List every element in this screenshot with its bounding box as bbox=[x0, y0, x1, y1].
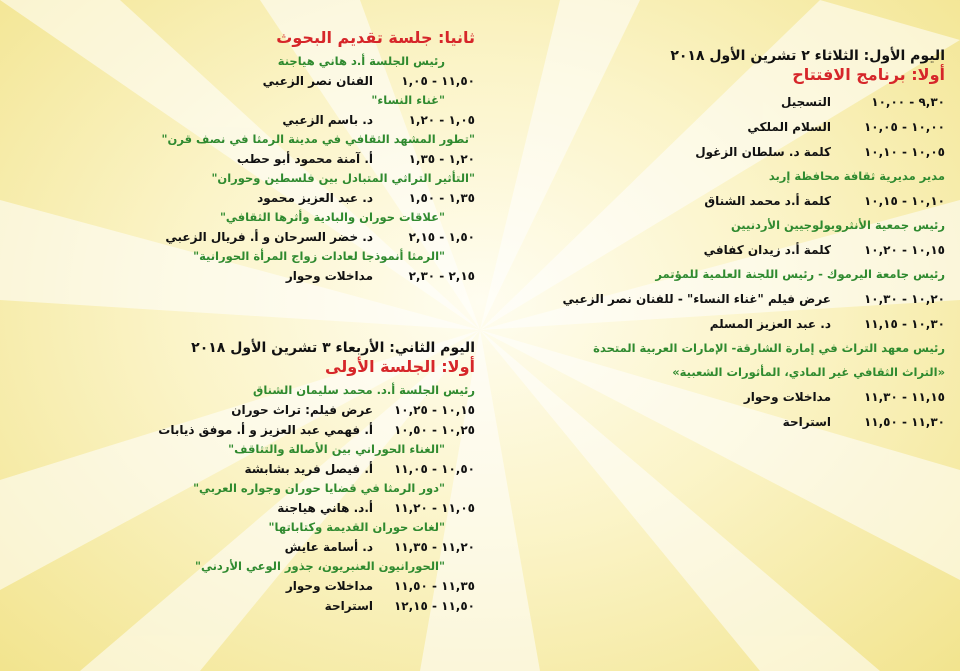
row-time: ١١,٣٥ - ١١,٥٠ bbox=[393, 579, 475, 593]
row-label: مداخلات وحوار bbox=[285, 579, 373, 593]
speaker-role: مدير مديرية ثقافة محافظة إربد bbox=[768, 169, 945, 183]
research-column bbox=[15, 28, 475, 284]
row-time: ١٠,٠٠ - ١٠,٠٥ bbox=[863, 120, 945, 134]
row-label: الفنان نصر الزعبي bbox=[262, 74, 373, 88]
row-label: كلمة أ.د زيدان كفافي bbox=[703, 243, 831, 257]
row-time: ١١,١٥ - ١١,٣٠ bbox=[863, 390, 945, 404]
row-time: ١٠,٣٠ - ١١,١٥ bbox=[863, 317, 945, 331]
row-label: استراحة bbox=[324, 599, 373, 613]
row-label: د. أسامة عايش bbox=[284, 540, 373, 554]
row-time: ١,٢٠ - ١,٣٥ bbox=[408, 152, 475, 166]
schedule-row bbox=[495, 414, 945, 430]
row-time: ١١,٢٠ - ١١,٣٥ bbox=[393, 540, 475, 554]
schedule-row bbox=[15, 190, 475, 206]
schedule-row bbox=[15, 268, 475, 284]
day2-title: اليوم الثاني: الأربعاء ٣ تشرين الأول ٢٠١٨ bbox=[191, 340, 475, 356]
row-label: أ. فهمي عبد العزيز و أ. موفق ذيابات bbox=[158, 423, 373, 437]
row-label: كلمة د. سلطان الزغول bbox=[695, 145, 831, 159]
day1-section-title: أولا: برنامج الافتتاح bbox=[792, 65, 945, 84]
row-label: عرض فيلم "غناء النساء" - للفنان نصر الزعبي bbox=[562, 292, 831, 306]
row-label: مداخلات وحوار bbox=[743, 390, 831, 404]
day1-title: اليوم الأول: الثلاثاء ٢ تشرين الأول ٢٠١٨ bbox=[670, 48, 945, 64]
schedule-row bbox=[15, 73, 475, 89]
schedule-row bbox=[15, 112, 475, 128]
talk-topic: "الحورانيون العنبريون، جذور الوعي الأردني" bbox=[194, 559, 445, 573]
session-chair: رئيس الجلسة أ.د. محمد سليمان الشناق bbox=[253, 383, 475, 397]
schedule-row bbox=[495, 291, 945, 307]
row-label: استراحة bbox=[782, 415, 831, 429]
row-label: د. عبد العزيز محمود bbox=[257, 191, 373, 205]
row-label: السلام الملكي bbox=[747, 120, 831, 134]
day1-column bbox=[495, 48, 945, 430]
row-time: ١,٣٥ - ١,٥٠ bbox=[408, 191, 475, 205]
talk-topic: "الرمثا أنموذجا لعادات زواج المرأة الحورانية" bbox=[193, 249, 445, 263]
schedule-row bbox=[15, 422, 475, 438]
schedule-row bbox=[495, 94, 945, 110]
schedule-row bbox=[495, 242, 945, 258]
row-time: ١٠,٢٠ - ١٠,٣٠ bbox=[863, 292, 945, 306]
row-time: ١٠,١٥ - ١٠,٢٥ bbox=[393, 403, 475, 417]
schedule-row bbox=[15, 539, 475, 555]
row-time: ١١,٣٠ - ١١,٥٠ bbox=[863, 415, 945, 429]
talk-topic: "علاقات حوران والبادية وأثرها الثقافي" bbox=[219, 210, 445, 224]
schedule-row bbox=[495, 316, 945, 332]
row-time: ١,٠٥ - ١,٢٠ bbox=[408, 113, 475, 127]
speaker-role: رئيس جمعية الأنثروبولوجيين الأردنيين bbox=[730, 218, 945, 232]
schedule-row bbox=[15, 151, 475, 167]
row-time: ١٠,٠٥ - ١٠,١٠ bbox=[863, 145, 945, 159]
talk-topic: "تطور المشهد الثقافي في مدينة الرمثا في نصف قرن" bbox=[161, 132, 475, 146]
talk-topic: "دور الرمثا في قضايا حوران وجواره العربي" bbox=[193, 481, 445, 495]
row-time: ١٠,٥٠ - ١١,٠٥ bbox=[393, 462, 475, 476]
row-label: د. باسم الزعبي bbox=[282, 113, 373, 127]
row-label: مداخلات وحوار bbox=[285, 269, 373, 283]
row-label: كلمة أ.د محمد الشناق bbox=[704, 194, 831, 208]
speaker-role: رئيس جامعة اليرموك - رئيس اللجنة العلمية للمؤتمر bbox=[655, 267, 945, 281]
schedule-row bbox=[15, 500, 475, 516]
row-label: عرض فيلم: تراث حوران bbox=[231, 403, 373, 417]
research-section-title: ثانيا: جلسة تقديم البحوث bbox=[276, 28, 475, 47]
row-label: أ. فيصل فريد بشابشة bbox=[244, 462, 373, 476]
schedule-row bbox=[15, 461, 475, 477]
session-chair: رئيس الجلسة أ.د هاني هياجنة bbox=[277, 54, 445, 68]
row-time: ١٠,١٠ - ١٠,١٥ bbox=[863, 194, 945, 208]
row-time: ١١,٠٥ - ١١,٢٠ bbox=[393, 501, 475, 515]
schedule-row bbox=[15, 402, 475, 418]
row-label: التسجيل bbox=[781, 95, 831, 109]
row-time: ١١,٥٠ - ١,٠٥ bbox=[401, 74, 475, 88]
row-time: ١٠,٢٥ - ١٠,٥٠ bbox=[393, 423, 475, 437]
schedule-row bbox=[495, 193, 945, 209]
schedule-row bbox=[495, 144, 945, 160]
schedule-row bbox=[495, 389, 945, 405]
row-time: ٩,٣٠ - ١٠,٠٠ bbox=[871, 95, 945, 109]
schedule-row bbox=[15, 229, 475, 245]
day2-column bbox=[15, 340, 475, 614]
speaker-role: رئيس معهد التراث في إمارة الشارقة- الإمارات العربية المتحدة bbox=[593, 341, 945, 355]
talk-topic: "لغات حوران القديمة وكتاباتها" bbox=[268, 520, 445, 534]
row-time: ١١,٥٠ - ١٢,١٥ bbox=[393, 599, 475, 613]
row-label: د. عبد العزيز المسلم bbox=[709, 317, 831, 331]
row-label: أ. آمنة محمود أبو حطب bbox=[236, 152, 373, 166]
schedule-row bbox=[495, 119, 945, 135]
schedule-row bbox=[15, 598, 475, 614]
talk-topic: "التأثير التراثي المتبادل بين فلسطين وحوران" bbox=[211, 171, 475, 185]
schedule-row bbox=[15, 578, 475, 594]
row-time: ١٠,١٥ - ١٠,٢٠ bbox=[863, 243, 945, 257]
talk-topic: «التراث الثقافي غير المادي، المأثورات الشعبية» bbox=[672, 365, 945, 379]
row-label: د. خضر السرحان و أ. فريال الزعبي bbox=[165, 230, 373, 244]
row-label: أ.د. هاني هياجنة bbox=[277, 501, 373, 515]
row-time: ٢,١٥ - ٢,٣٠ bbox=[408, 269, 475, 283]
talk-topic: "غناء النساء" bbox=[371, 93, 445, 107]
day2-section-title: أولا: الجلسة الأولى bbox=[325, 357, 475, 376]
talk-topic: "الغناء الحوراني بين الأصالة والتثاقف" bbox=[228, 442, 445, 456]
row-time: ١,٥٠ - ٢,١٥ bbox=[408, 230, 475, 244]
